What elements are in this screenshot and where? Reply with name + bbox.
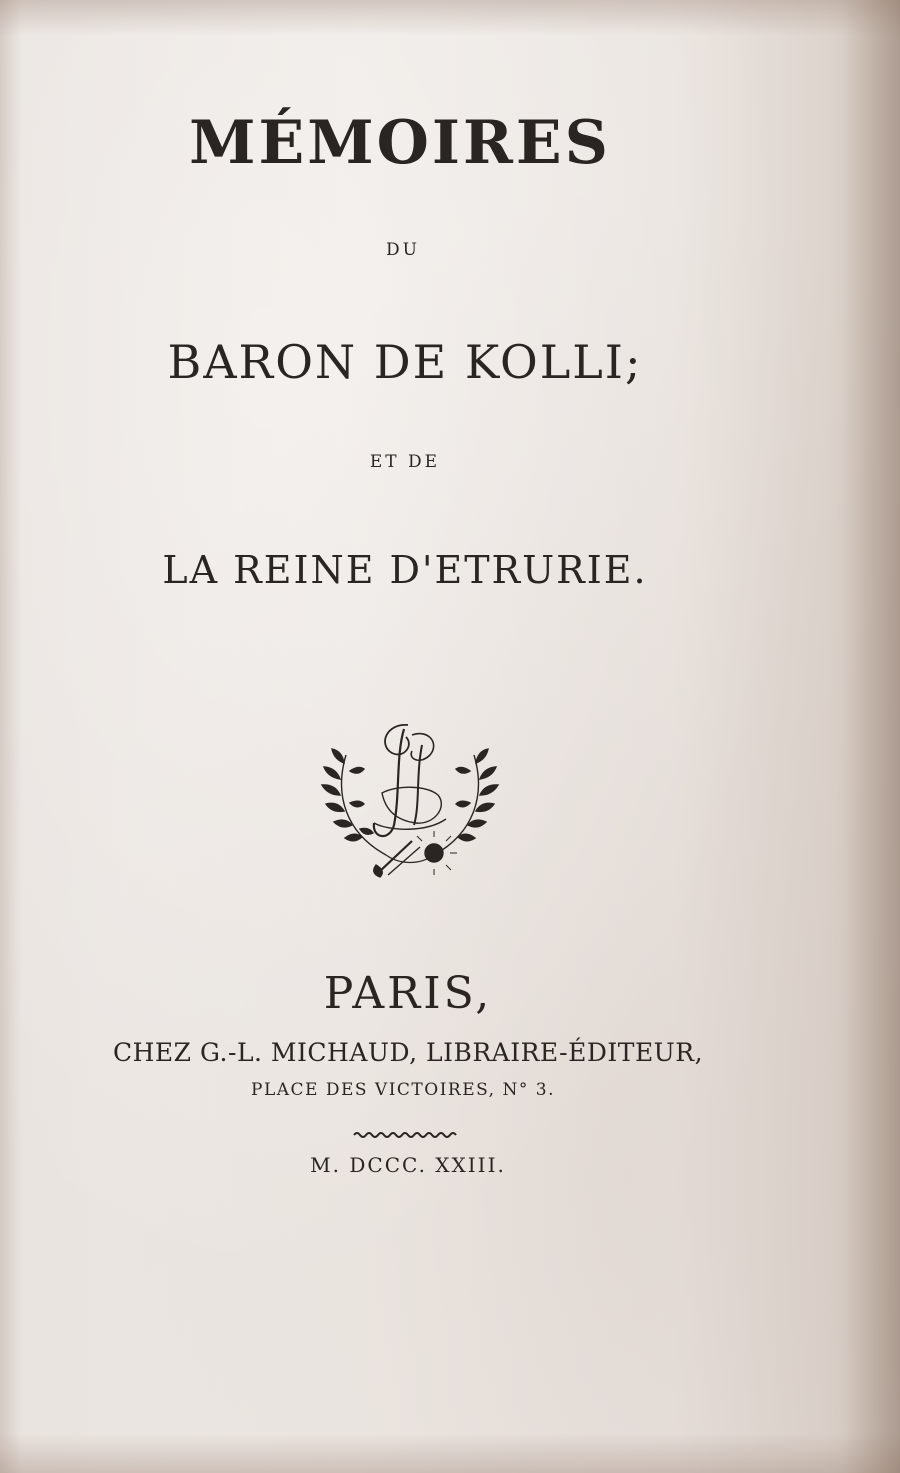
monogram-wreath-icon [316,715,504,885]
book-title: MÉMOIRES [189,108,611,178]
title-connector-du: DU [386,240,420,260]
imprint-publisher: CHEZ G.-L. MICHAUD, LIBRAIRE-ÉDITEUR, [112,1038,704,1067]
page-edge-left [0,0,22,1473]
title-connector-et-de: ET DE [369,452,441,472]
page-edge-right [842,0,900,1473]
title-subject-reine: LA REINE D'ETRURIE. [162,548,648,592]
imprint-address: PLACE DES VICTOIRES, N° 3. [251,1080,555,1100]
page-edge-top [0,0,900,36]
title-subject-baron: BARON DE KOLLI; [167,335,643,389]
ornamental-rule [352,1130,460,1140]
imprint-city: PARIS, [323,968,493,1019]
imprint-year: M. DCCC. XXIII. [310,1153,506,1177]
page-edge-bottom [0,1433,900,1473]
